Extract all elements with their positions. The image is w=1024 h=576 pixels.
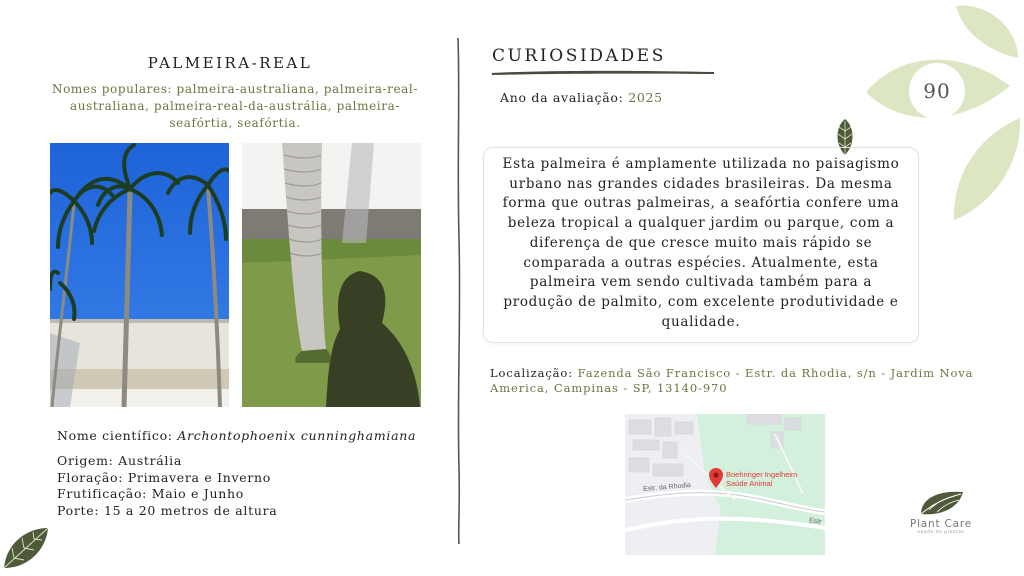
- fact-value: Primavera e Inverno: [127, 469, 272, 485]
- plant-facts: [57, 453, 277, 519]
- evaluation-year: [500, 90, 663, 105]
- evaluation-label: Ano da avaliação:: [500, 90, 624, 105]
- fact-origin: [57, 453, 277, 470]
- curiosity-card: [483, 147, 919, 343]
- brand-tagline: saúde de plantas: [917, 530, 965, 535]
- scientific-name-value: Archontophoenix cunninghamiana: [177, 428, 417, 443]
- popular-names-value: palmeira-australiana, palmeira-real-australiana, palmeira-real-da-austrália, palmeira-seafórtia, seafórtia.: [70, 82, 419, 130]
- map-road-label: Estr: [808, 517, 822, 526]
- leaf-icon: [0, 524, 52, 572]
- map-place-name: [726, 470, 797, 488]
- map-road-label: Estr. da Rhodia: [642, 481, 692, 494]
- scientific-name-label: Nome científico:: [57, 428, 173, 443]
- fact-label: Floração:: [57, 469, 124, 485]
- fact-flowering: [57, 470, 277, 487]
- fact-label: Origem:: [57, 453, 114, 468]
- plant-title: PALMEIRA-REAL: [147, 54, 313, 72]
- brand-leaf-icon: [915, 488, 967, 518]
- location-map[interactable]: [625, 414, 825, 555]
- location-value: Fazenda São Francisco - Estr. da Rhodia, s/n - Jardim Nova America, Campinas - SP, 13140-970: [490, 366, 974, 395]
- location: [490, 366, 990, 396]
- title-underline: [490, 68, 716, 76]
- column-divider: [455, 38, 463, 544]
- curiosity-text: Esta palmeira é amplamente utilizada no paisagismo urbano nas grandes cidades brasileiras. Da mesma forma que outras palmeiras, a seafórtia confere uma beleza tropical a qualquer jardim ou parque, com a diferença de que cresce muito mais rápido se comparada a outras espécies. Atualmente, esta palmeira vem sendo cultivada também para a produção de palmito, com excelente produtividade e qualidade.: [502, 156, 900, 330]
- fact-value: Austrália: [118, 453, 182, 468]
- evaluation-value: 2025: [628, 90, 663, 105]
- fact-label: Frutificação:: [57, 486, 148, 501]
- popular-names-label: Nomes populares:: [51, 82, 173, 96]
- location-label: Localização:: [490, 366, 574, 380]
- curiosities-title: CURIOSIDADES: [492, 46, 666, 66]
- palm-trees-photo: [50, 143, 229, 407]
- fact-label: Porte:: [57, 502, 100, 518]
- fact-value: 15 a 20 metros de altura: [103, 502, 278, 518]
- palm-trunk-photo: [242, 143, 421, 407]
- scientific-name: [57, 428, 416, 443]
- brand-logo: [905, 488, 977, 535]
- map-place-line: Saúde Animal: [726, 479, 773, 488]
- map-pin-icon[interactable]: [709, 468, 723, 488]
- map-place-line: Boehringer Ingelheim: [726, 470, 798, 479]
- fact-value: Maio e Junho: [151, 486, 244, 501]
- brand-name: Plant Care: [909, 518, 973, 530]
- page-number: 90: [923, 79, 951, 103]
- fact-fruiting: [57, 486, 277, 503]
- fact-size: [57, 503, 277, 520]
- popular-names: [40, 81, 430, 132]
